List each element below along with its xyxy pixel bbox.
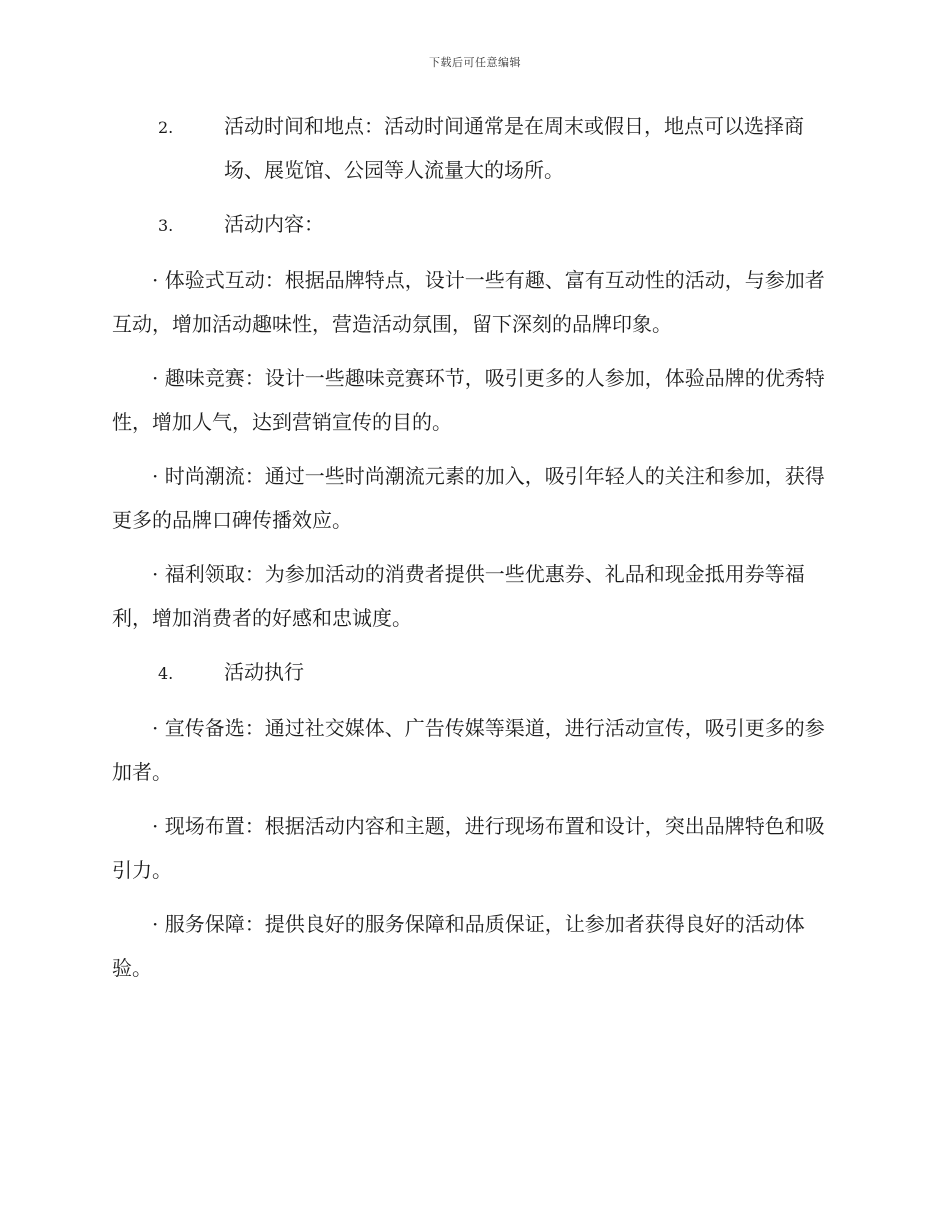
section-3-heading [112,202,834,248]
section-2-heading [112,104,834,192]
section-4-title: 活动执行 [224,660,304,684]
section-4-item-service: · 服务保障：提供良好的服务保障和品质保证，让参加者获得良好的活动体验。 [112,912,805,980]
section-4-item-promotion: · 宣传备选：通过社交媒体、广告传媒等渠道，进行活动宣传，吸引更多的参加者。 [112,716,825,784]
section-3-title: 活动内容： [224,212,324,236]
section-4-number: 4. [158,664,174,683]
section-4-item-venue: · 现场布置：根据活动内容和主题，进行现场布置和设计，突出品牌特色和吸引力。 [112,814,825,882]
section-3-item-competition: · 趣味竞赛：设计一些趣味竞赛环节，吸引更多的人参加，体验品牌的优秀特性，增加人气，达到营销宣传的目的。 [112,366,825,434]
section-3-item-benefits: · 福利领取：为参加活动的消费者提供一些优惠券、礼品和现金抵用券等福利，增加消费者的好感和忠诚度。 [112,562,805,630]
section-3-number: 3. [158,216,174,235]
section-2-text: 活动时间和地点：活动时间通常是在周末或假日，地点可以选择商场、展览馆、公园等人流量大的场所。 [224,114,804,182]
section-3-item-experience: · 体验式互动：根据品牌特点，设计一些有趣、富有互动性的活动，与参加者互动，增加活动趣味性，营造活动氛围，留下深刻的品牌印象。 [112,268,825,336]
page-header: 下载后可任意编辑 [429,56,521,69]
document-body [112,104,834,1000]
section-4-heading [112,650,834,696]
section-3-item-trend: · 时尚潮流：通过一些时尚潮流元素的加入，吸引年轻人的关注和参加，获得更多的品牌口碑传播效应。 [112,464,825,532]
section-2-number: 2. [158,118,174,137]
